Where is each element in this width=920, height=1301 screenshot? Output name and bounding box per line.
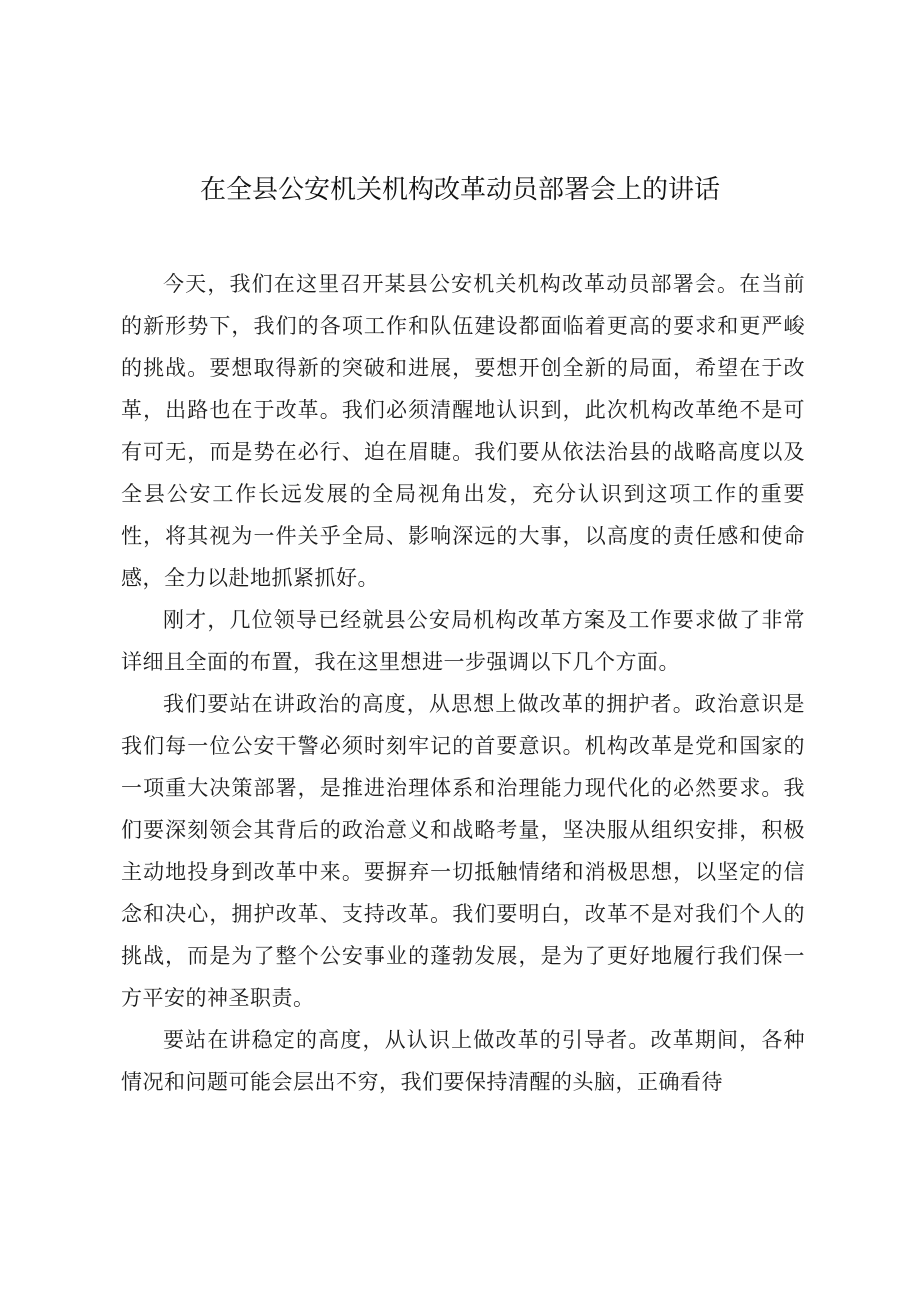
- paragraph-3: 我们要站在讲政治的高度，从思想上做改革的拥护者。政治意识是我们每一位公安干警必须时刻牢记的首要意识。机构改革是党和国家的一项重大决策部署，是推进治理体系和治理能力现代化的必然要求。我们要深刻领会其背后的政治意义和战略考量，坚决服从组织安排，积极主动地投身到改革中来。要摒弃一切抵触情绪和消极思想，以坚定的信念和决心，拥护改革、支持改革。我们要明白，改革不是对我们个人的挑战，而是为了整个公安事业的蓬勃发展，是为了更好地履行我们保一方平安的神圣职责。: [121, 692, 805, 1010]
- document-body: [121, 263, 805, 1103]
- paragraph-1: 今天，我们在这里召开某县公安机关机构改革动员部署会。在当前的新形势下，我们的各项工作和队伍建设都面临着更高的要求和更严峻的挑战。要想取得新的突破和进展，要想开创全新的局面，希望在于改革，出路也在于改革。我们必须清醒地认识到，此次机构改革绝不是可有可无，而是势在必行、迫在眉睫。我们要从依法治县的战略高度以及全县公安工作长远发展的全局视角出发，充分认识到这项工作的重要性，将其视为一件关乎全局、影响深远的大事，以高度的责任感和使命感，全力以赴地抓紧抓好。: [121, 272, 805, 590]
- document-title: 在全县公安机关机构改革动员部署会上的讲话: [199, 175, 720, 205]
- paragraph-4: 要站在讲稳定的高度，从认识上做改革的引导者。改革期间，各种情况和问题可能会层出不穷，我们要保持清醒的头脑，正确看待: [121, 1028, 805, 1094]
- paragraph-2: 刚才，几位领导已经就县公安局机构改革方案及工作要求做了非常详细且全面的布置，我在这里想进一步强调以下几个方面。: [121, 608, 805, 674]
